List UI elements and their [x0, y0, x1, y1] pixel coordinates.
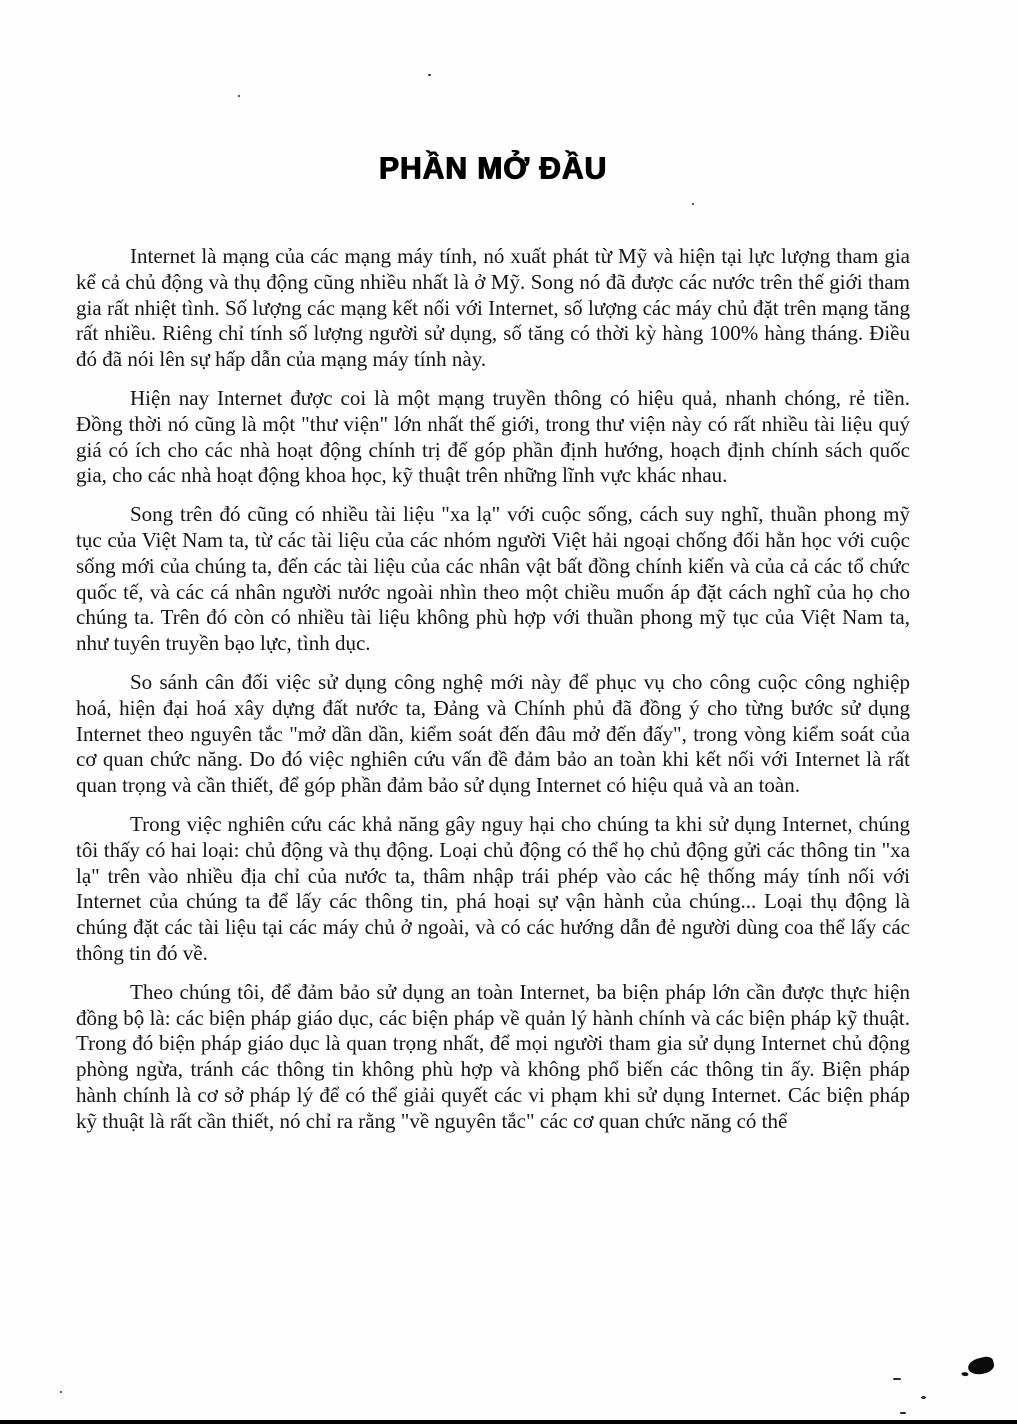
scan-speck — [921, 1396, 926, 1399]
scan-speck — [428, 74, 431, 76]
paragraph-2: Hiện nay Internet được coi là một mạng truyền thông có hiệu quả, nhanh chóng, rẻ tiền. Đồng thời nó cũng là một "thư viện" lớn nhất thế giới, trong thư viện này có rất nhiều tài liệu quý giá có ích cho các nhà hoạt động chính trị để góp phần định hướng, hoạch định chính sách quốc gia, cho các nhà hoạt động khoa học, kỹ thuật trên những lĩnh vực khác nhau. — [76, 385, 910, 488]
text-column — [76, 0, 910, 1148]
scan-edge-line — [0, 1420, 1017, 1424]
scan-speck — [60, 1391, 62, 1393]
paragraph-5: Trong việc nghiên cứu các khả năng gây nguy hại cho chúng ta khi sử dụng Internet, chúng tôi thấy có hai loại: chủ động và thụ động. Loại chủ động có thể họ chủ động gửi các thông tin "xa lạ" trên vào nhiều địa chỉ của nước ta, thâm nhập trái phép vào các hệ thống máy tính nối với Internet của chúng ta để lấy các thông tin, phá hoại sự vận hành của chúng... Loại thụ động là chúng đặt các tài liệu tại các máy chủ ở ngoài, và có các hướng dẫn đẻ người dùng coa thể lấy các thông tin đó về. — [76, 811, 910, 965]
document-body — [76, 244, 910, 1135]
paragraph-4: So sánh cân đối việc sử dụng công nghệ mới này để phục vụ cho công cuộc công nghiệp hoá, hiện đại hoá xây dựng đất nước ta, Đảng và Chính phủ đã đồng ý cho từng bước sử dụng Internet theo nguyên tắc "mở dần dần, kiểm soát đến đâu mở đến đấy", trong vòng kiểm soát của cơ quan chức năng. Do đó việc nghiên cứu vấn đề đảm bảo an toàn khi kết nối với Internet là rất quan trọng và cần thiết, để góp phần đảm bảo sử dụng Internet có hiệu quả và an toàn. — [76, 669, 910, 798]
paragraph-3: Song trên đó cũng có nhiều tài liệu "xa lạ" với cuộc sống, cách suy nghĩ, thuần phong mỹ tục của Việt Nam ta, từ các tài liệu của các nhóm người Việt hải ngoại chống đối hằn học với cuộc sống mới của chúng ta, đến các tài liệu của các nhân vật bất đồng chính kiến và của cả các tổ chức quốc tế, và các cá nhân người nước ngoài nhìn theo một chiều muốn áp đặt cách nghĩ của họ cho chúng ta. Trên đó còn có nhiều tài liệu không phù hợp với thuần phong mỹ tục của Việt Nam ta, như tuyên truyền bạo lực, tình dục. — [76, 502, 910, 656]
paragraph-6: Theo chúng tôi, để đảm bảo sử dụng an toàn Internet, ba biện pháp lớn cần được thực hiện đồng bộ là: các biện pháp giáo dục, các biện pháp về quản lý hành chính và các biện pháp kỹ thuật. Trong đó biện pháp giáo dục là quan trọng nhất, để mọi người tham gia sử dụng Internet chủ động phòng ngừa, tránh các thông tin không phù hợp và không phổ biến các thông tin ấy. Biện pháp hành chính là cơ sở pháp lý để có thể giải quyết các vi phạm khi sử dụng Internet. Các biện pháp kỹ thuật là rất cần thiết, nó chỉ ra rằng "về nguyên tắc" các cơ quan chức năng có thể — [76, 979, 910, 1133]
scan-speck — [900, 1412, 906, 1414]
ink-smudge — [966, 1355, 995, 1377]
paragraph-1: Internet là mạng của các mạng máy tính, nó xuất phát từ Mỹ và hiện tại lực lượng tham gia kể cả chủ động và thụ động cũng nhiều nhất là ở Mỹ. Song nó đã được các nước trên thế giới tham gia rất nhiệt tình. Số lượng các mạng kết nối với Internet, số lượng các máy chủ đặt trên mạng tăng rất nhiều. Riêng chỉ tính số lượng người sử dụng, số tăng có thời kỳ hàng 100% hàng tháng. Điều đó đã nói lên sự hấp dẫn của mạng máy tính này. — [76, 244, 910, 372]
scan-speck — [238, 95, 240, 97]
scan-speck — [692, 203, 694, 205]
page-title: PHẦN MỞ ĐẦU — [378, 151, 608, 186]
scan-speck — [893, 1378, 901, 1380]
